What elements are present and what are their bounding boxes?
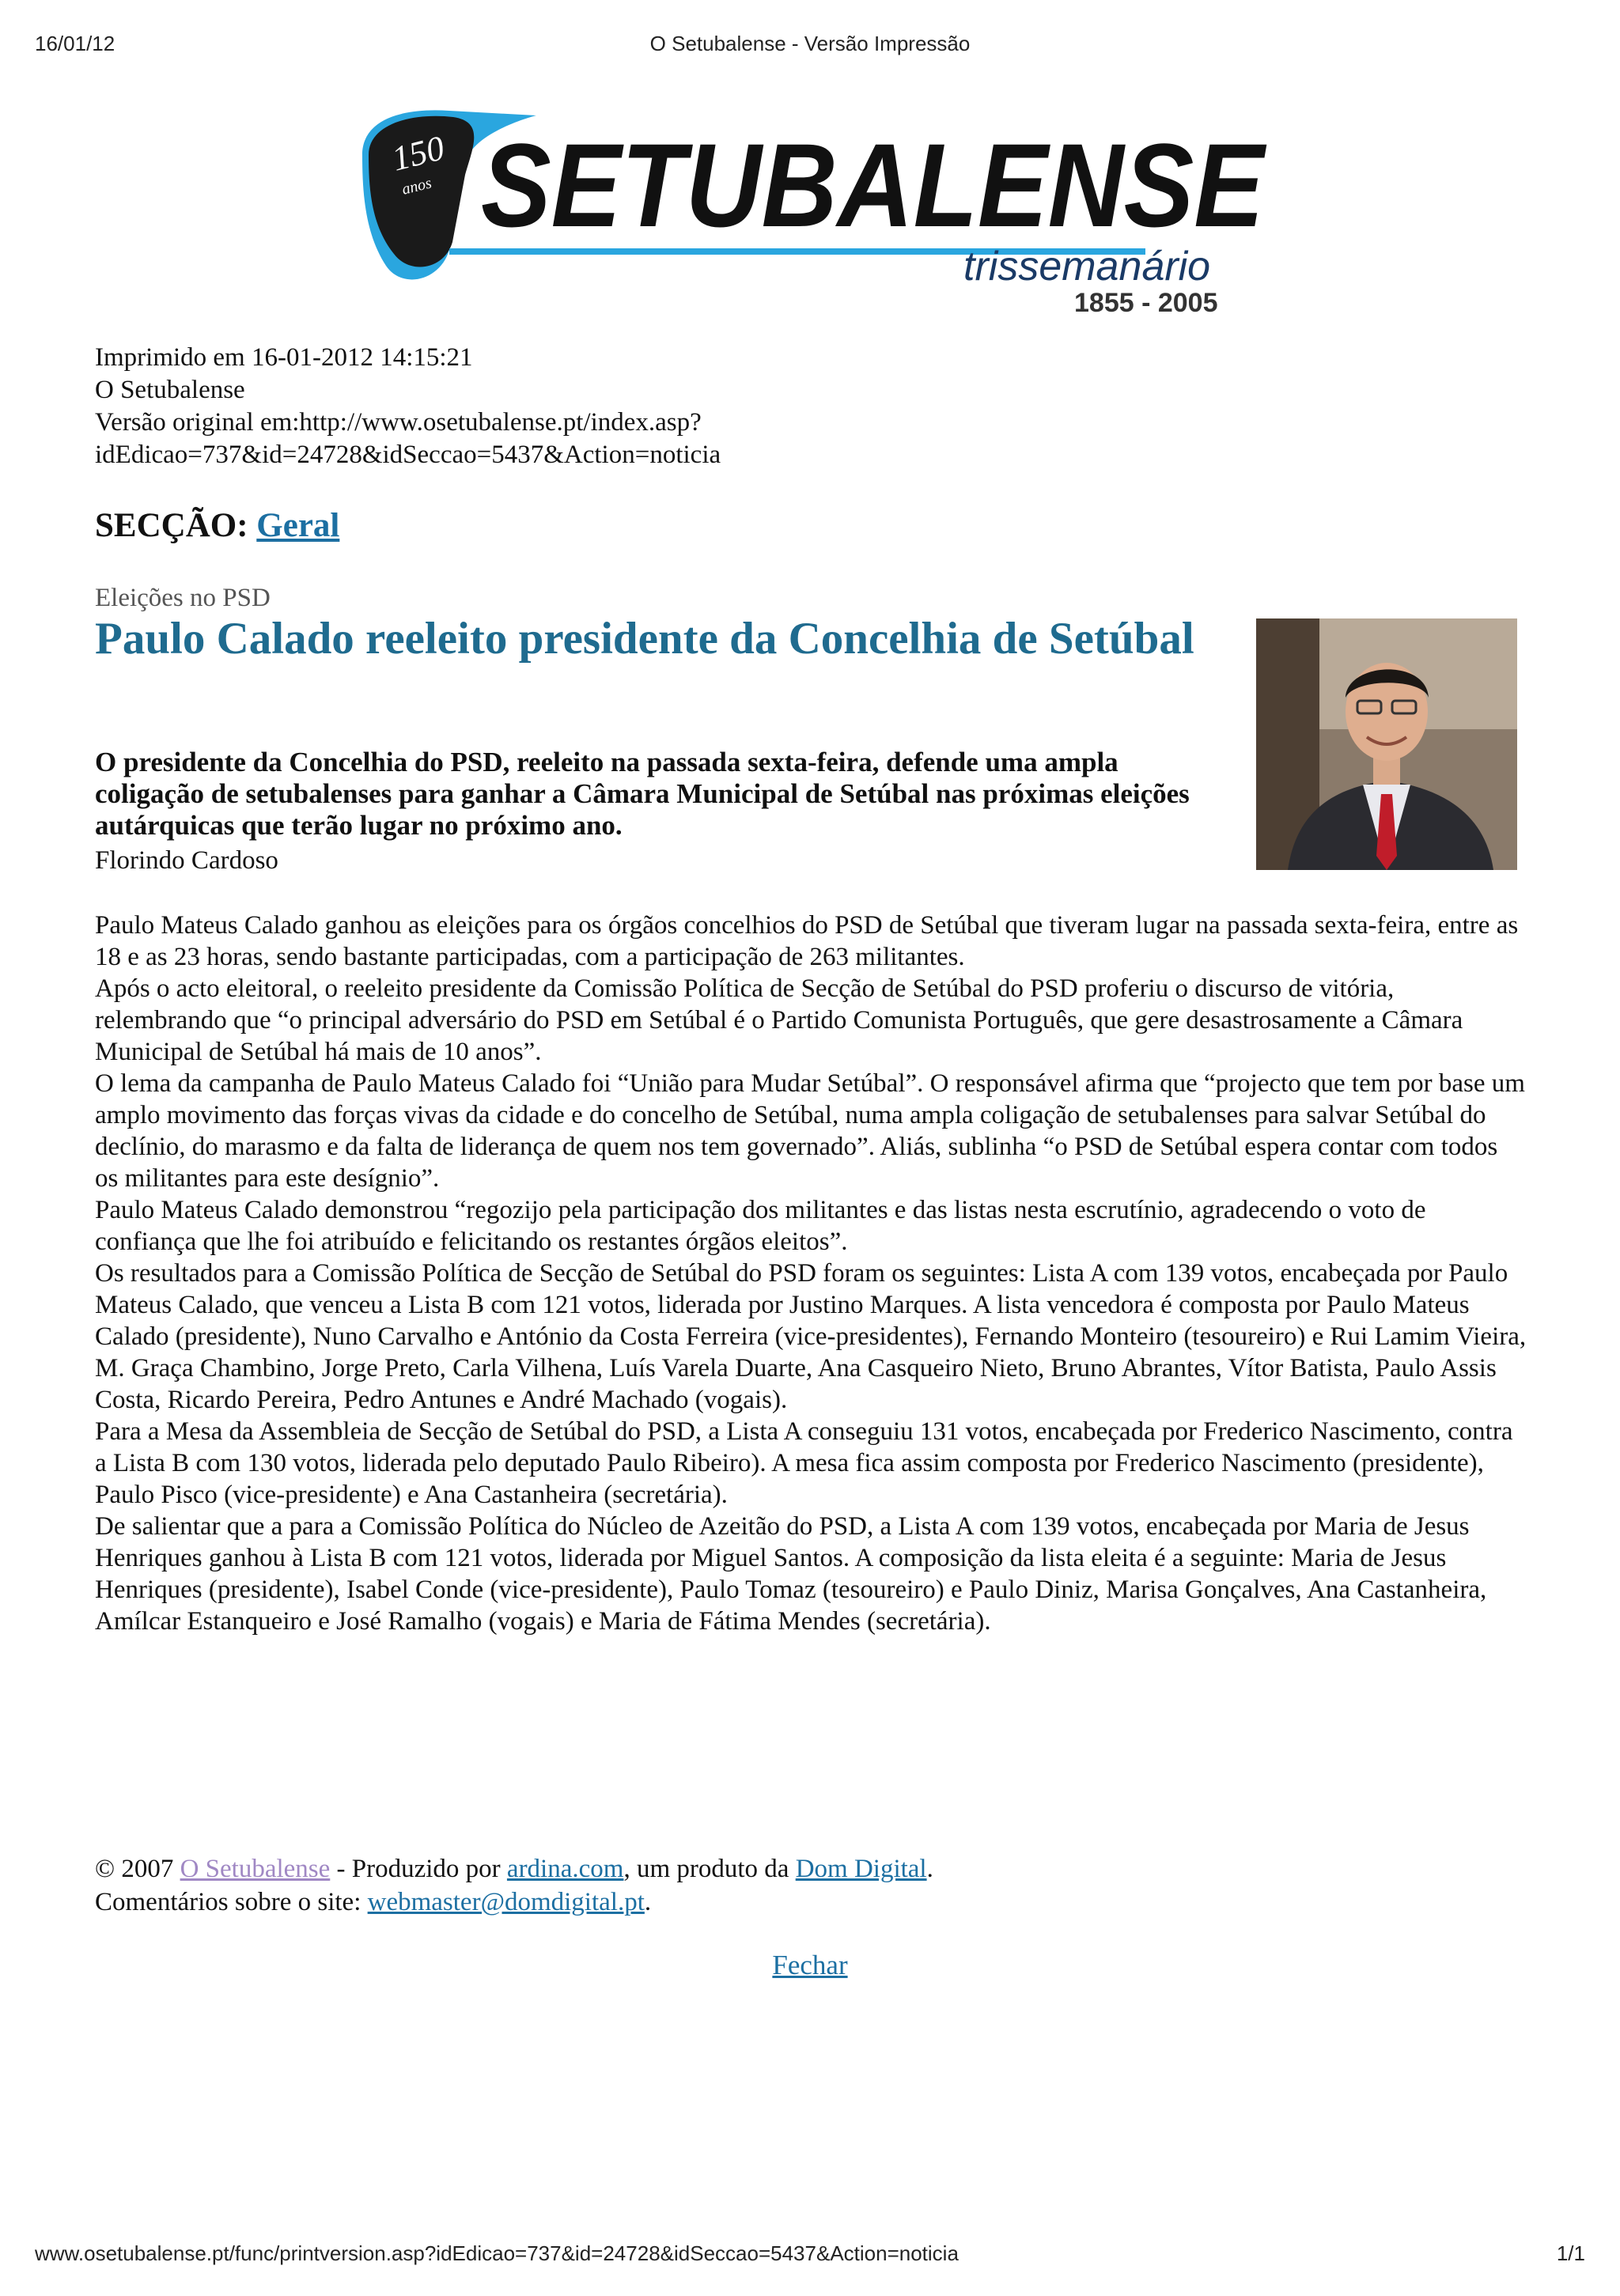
- paragraph: Paulo Mateus Calado demonstrou “regozijo pela participação dos militantes e das listas nesta escrutínio, agradecendo o voto de confiança que lhe foi atribuído e felicitando os restantes órgãos eleitos”.: [95, 1196, 1426, 1256]
- site-link[interactable]: O Setubalense: [180, 1855, 331, 1883]
- original-url-line1: Versão original em:http://www.osetubalense.pt/index.asp?: [95, 408, 702, 437]
- section-heading: [95, 506, 339, 545]
- paragraph: De salientar que a para a Comissão Política do Núcleo de Azeitão do PSD, a Lista A com 139 votos, encabeçada por Maria de Jesus Henriques ganhou à Lista B com 121 votos, liderada por Miguel Santos. A composição da lista eleita é a seguinte: Maria de Jesus Henriques (presidente), Isabel Conde (vice-presidente), Paulo Tomaz (tesoureiro) e Paulo Diniz, Marisa Gonçalves, Ana Castanheira, Amílcar Estanqueiro e José Ramalho (vogais) e Maria de Fátima Mendes (secretária).: [95, 1512, 1487, 1636]
- paragraph: Após o acto eleitoral, o reeleito presidente da Comissão Política de Secção de Setúbal do PSD proferiu o discurso de vitória, relembrando que “o principal adversário do PSD em Setúbal é o Partido Comunista Português, que gere desastrosamente a Câmara Municipal de Setúbal há mais de 10 anos”.: [95, 974, 1463, 1066]
- comments-line: [95, 1886, 933, 1919]
- article-author: Florindo Cardoso: [95, 846, 278, 875]
- produced-by-text: - Produzido por: [330, 1855, 507, 1883]
- section-label: SECÇÃO:: [95, 507, 248, 544]
- masthead-logo: [354, 108, 1272, 320]
- source-name: O Setubalense: [95, 376, 245, 404]
- email-period: .: [644, 1888, 652, 1916]
- ardina-link[interactable]: ardina.com: [506, 1855, 624, 1883]
- badge-word: anos: [399, 174, 433, 199]
- print-date: 16/01/12: [35, 32, 115, 55]
- print-url: www.osetubalense.pt/func/printversion.asp?idEdicao=737&id=24728&idSeccao=5437&Action=noticia: [35, 2241, 959, 2265]
- badge-number: 150: [388, 128, 449, 179]
- copyright-text: © 2007: [95, 1855, 180, 1883]
- logo-wordmark: SETUBALENSE: [481, 119, 1267, 252]
- paragraph: Os resultados para a Comissão Política de Secção de Setúbal do PSD foram os seguintes: Lista A com 139 votos, encabeçada por Paulo Mateus Calado, que venceu a Lista B com 121 votos, liderada por Justino Marques. A lista vencedora é composta por Paulo Mateus Calado (presidente), Nuno Carvalho e António da Costa Ferreira (vice-presidentes), Fernando Monteiro (tesoureiro) e Rui Lamim Vieira, M. Graça Chambino, Jorge Preto, Carla Vilhena, Luís Varela Duarte, Ana Casqueiro Nieto, Bruno Abrantes, Vítor Batista, Paulo Assis Costa, Ricardo Pereira, Pedro Antunes e André Machado (vogais).: [95, 1259, 1527, 1414]
- article-title: Paulo Calado reeleito presidente da Concelhia de Setúbal: [95, 614, 1194, 664]
- original-url-line2: idEdicao=737&id=24728&idSeccao=5437&Action=noticia: [95, 441, 721, 469]
- site-footer: [95, 1852, 933, 1919]
- page-number: 1/1: [1556, 2241, 1585, 2265]
- copyright-line: [95, 1852, 933, 1886]
- logo-tagline: trissemanário: [963, 244, 1211, 289]
- webmaster-email-link[interactable]: webmaster@domdigital.pt: [367, 1888, 645, 1916]
- article-kicker: Eleições no PSD: [95, 584, 271, 612]
- print-footer: [35, 2241, 1585, 2270]
- printed-date: Imprimido em 16-01-2012 14:15:21: [95, 343, 473, 372]
- logo-years: 1855 - 2005: [1074, 288, 1218, 318]
- print-header: [35, 32, 1585, 60]
- paragraph: Paulo Mateus Calado ganhou as eleições para os órgãos concelhios do PSD de Setúbal que tiveram lugar na passada sexta-feira, entre as 18 e as 23 horas, sendo bastante participadas, com a participação de 263 militantes.: [95, 911, 1519, 971]
- period-text: .: [926, 1855, 933, 1883]
- close-link[interactable]: Fechar: [772, 1950, 848, 1980]
- paragraph: O lema da campanha de Paulo Mateus Calado foi “União para Mudar Setúbal”. O responsável afirma que “projecto que tem por base um amplo movimento das forças vivas da cidade e do concelho de Setúbal, numa ampla coligação de setubalenses para salvar Setúbal do declínio, do marasmo e da falta de liderança de quem nos tem governado”. Aliás, sublinha “o PSD de Setúbal espera contar com todos os militantes para este desígnio”.: [95, 1069, 1525, 1193]
- product-of-text: , um produto da: [623, 1855, 796, 1883]
- print-title: O Setubalense - Versão Impressão: [649, 32, 971, 55]
- print-metadata: [95, 342, 1527, 471]
- comments-label: Comentários sobre o site:: [95, 1888, 368, 1916]
- article-photo: [1256, 618, 1517, 870]
- paragraph: Para a Mesa da Assembleia de Secção de Setúbal do PSD, a Lista A conseguiu 131 votos, encabeçada por Frederico Nascimento, contra a Lista B com 130 votos, liderada pelo deputado Paulo Ribeiro). A mesa fica assim composta por Frederico Nascimento (presidente), Paulo Pisco (vice-presidente) e Ana Castanheira (secretária).: [95, 1417, 1513, 1509]
- article-lead: O presidente da Concelhia do PSD, reeleito na passada sexta-feira, defende uma ampla coligação de setubalenses para ganhar a Câmara Municipal de Setúbal nas próximas eleições autárquicas que terão lugar no próximo ano.: [95, 747, 1190, 841]
- close-area: [0, 1950, 1620, 1981]
- section-link-geral[interactable]: Geral: [256, 507, 340, 544]
- article-body: [95, 910, 1527, 1637]
- domdigital-link[interactable]: Dom Digital: [795, 1855, 927, 1883]
